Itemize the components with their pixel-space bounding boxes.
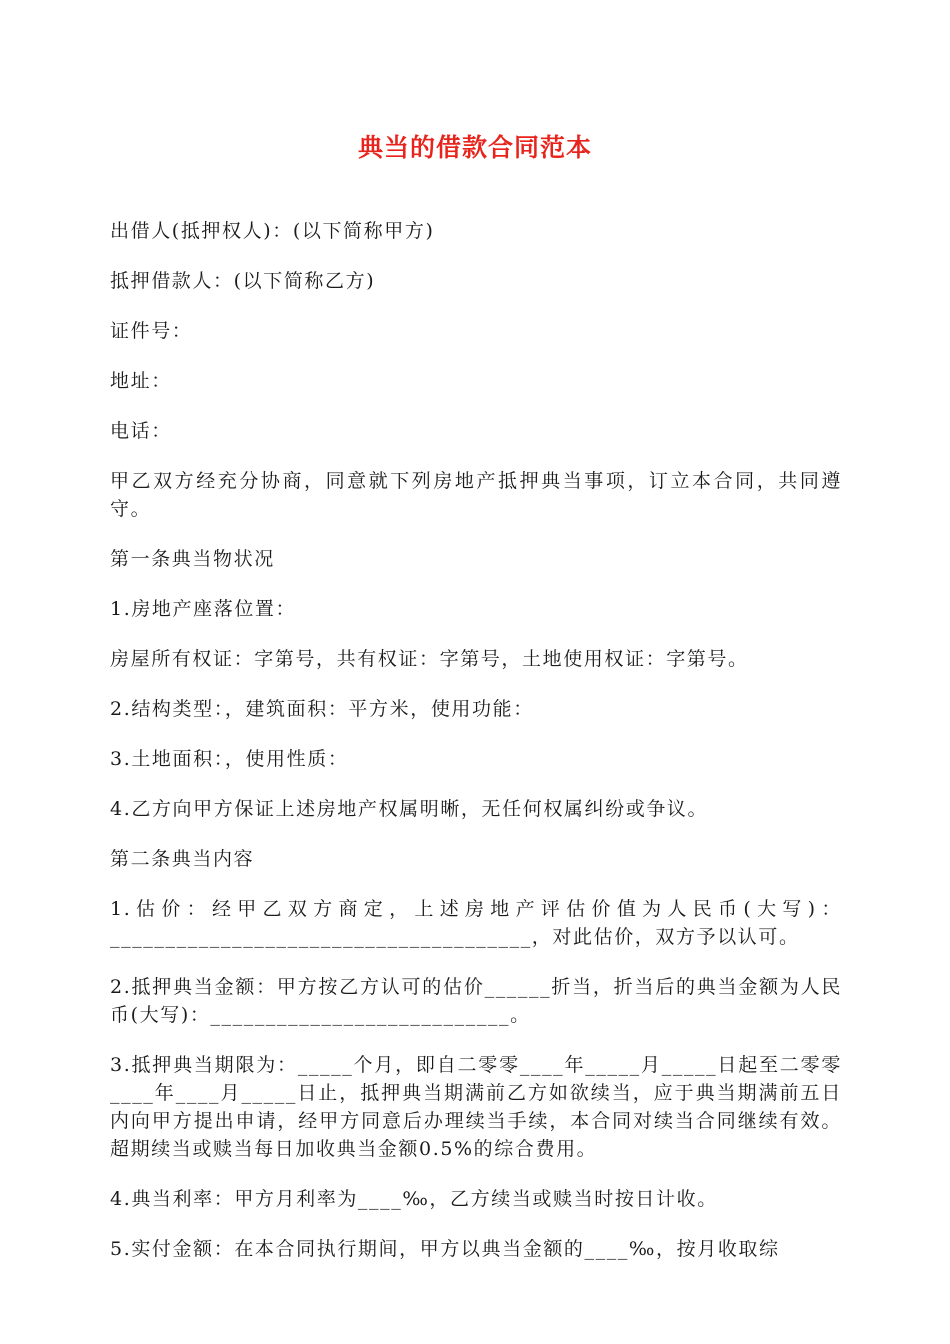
paragraph-id-number: 证件号： bbox=[110, 320, 193, 342]
paragraph-pawn-amount: 2.抵押典当金额：甲方按乙方认可的估价______折当，折当后的典当金额为人民币(大写)：___________________________。 bbox=[110, 976, 842, 1026]
paragraph-phone: 电话： bbox=[110, 420, 172, 442]
document-title: 典当的借款合同范本 bbox=[357, 133, 592, 162]
paragraph-location: 1.房地产座落位置： bbox=[110, 598, 297, 620]
section-heading-1: 第一条典当物状况 bbox=[110, 548, 275, 570]
paragraph-lender: 出借人(抵押权人)：(以下简称甲方) bbox=[110, 220, 435, 242]
paragraph-actual-amount: 5.实付金额：在本合同执行期间，甲方以典当金额的____‰，按月收取综 bbox=[110, 1238, 780, 1260]
paragraph-guarantee: 4.乙方向甲方保证上述房地产权属明晰，无任何权属纠纷或争议。 bbox=[110, 798, 709, 820]
paragraph-agreement: 甲乙双方经充分协商，同意就下列房地产抵押典当事项，订立本合同，共同遵守。 bbox=[110, 470, 842, 520]
section-heading-2: 第二条典当内容 bbox=[110, 848, 255, 870]
paragraph-valuation: 1.估价：经甲乙双方商定，上述房地产评估价值为人民币(大写)：______________________________________，对此估价，双方予以认可。 bbox=[110, 898, 842, 948]
document-body bbox=[110, 217, 842, 1285]
paragraph-pawn-term: 3.抵押典当期限为：_____个月，即自二零零____年_____月_____日起至二零零____年____月_____日止，抵押典当期满前乙方如欲续当，应于典当期满前五日内向甲方提出申请，经甲方同意后办理续当手续，本合同对续当合同继续有效。超期续当或赎当每日加收典当金额0.5%的综合费用。 bbox=[110, 1054, 842, 1160]
paragraph-land-area: 3.土地面积：，使用性质： bbox=[110, 748, 349, 770]
paragraph-borrower: 抵押借款人：(以下简称乙方) bbox=[110, 270, 376, 292]
paragraph-address: 地址： bbox=[110, 370, 172, 392]
paragraph-structure: 2.结构类型：，建筑面积：平方米，使用功能： bbox=[110, 698, 534, 720]
paragraph-certificates: 房屋所有权证：字第号，共有权证：字第号，土地使用权证：字第号。 bbox=[110, 648, 749, 670]
paragraph-interest-rate: 4.典当利率：甲方月利率为____‰，乙方续当或赎当时按日计收。 bbox=[110, 1188, 718, 1210]
